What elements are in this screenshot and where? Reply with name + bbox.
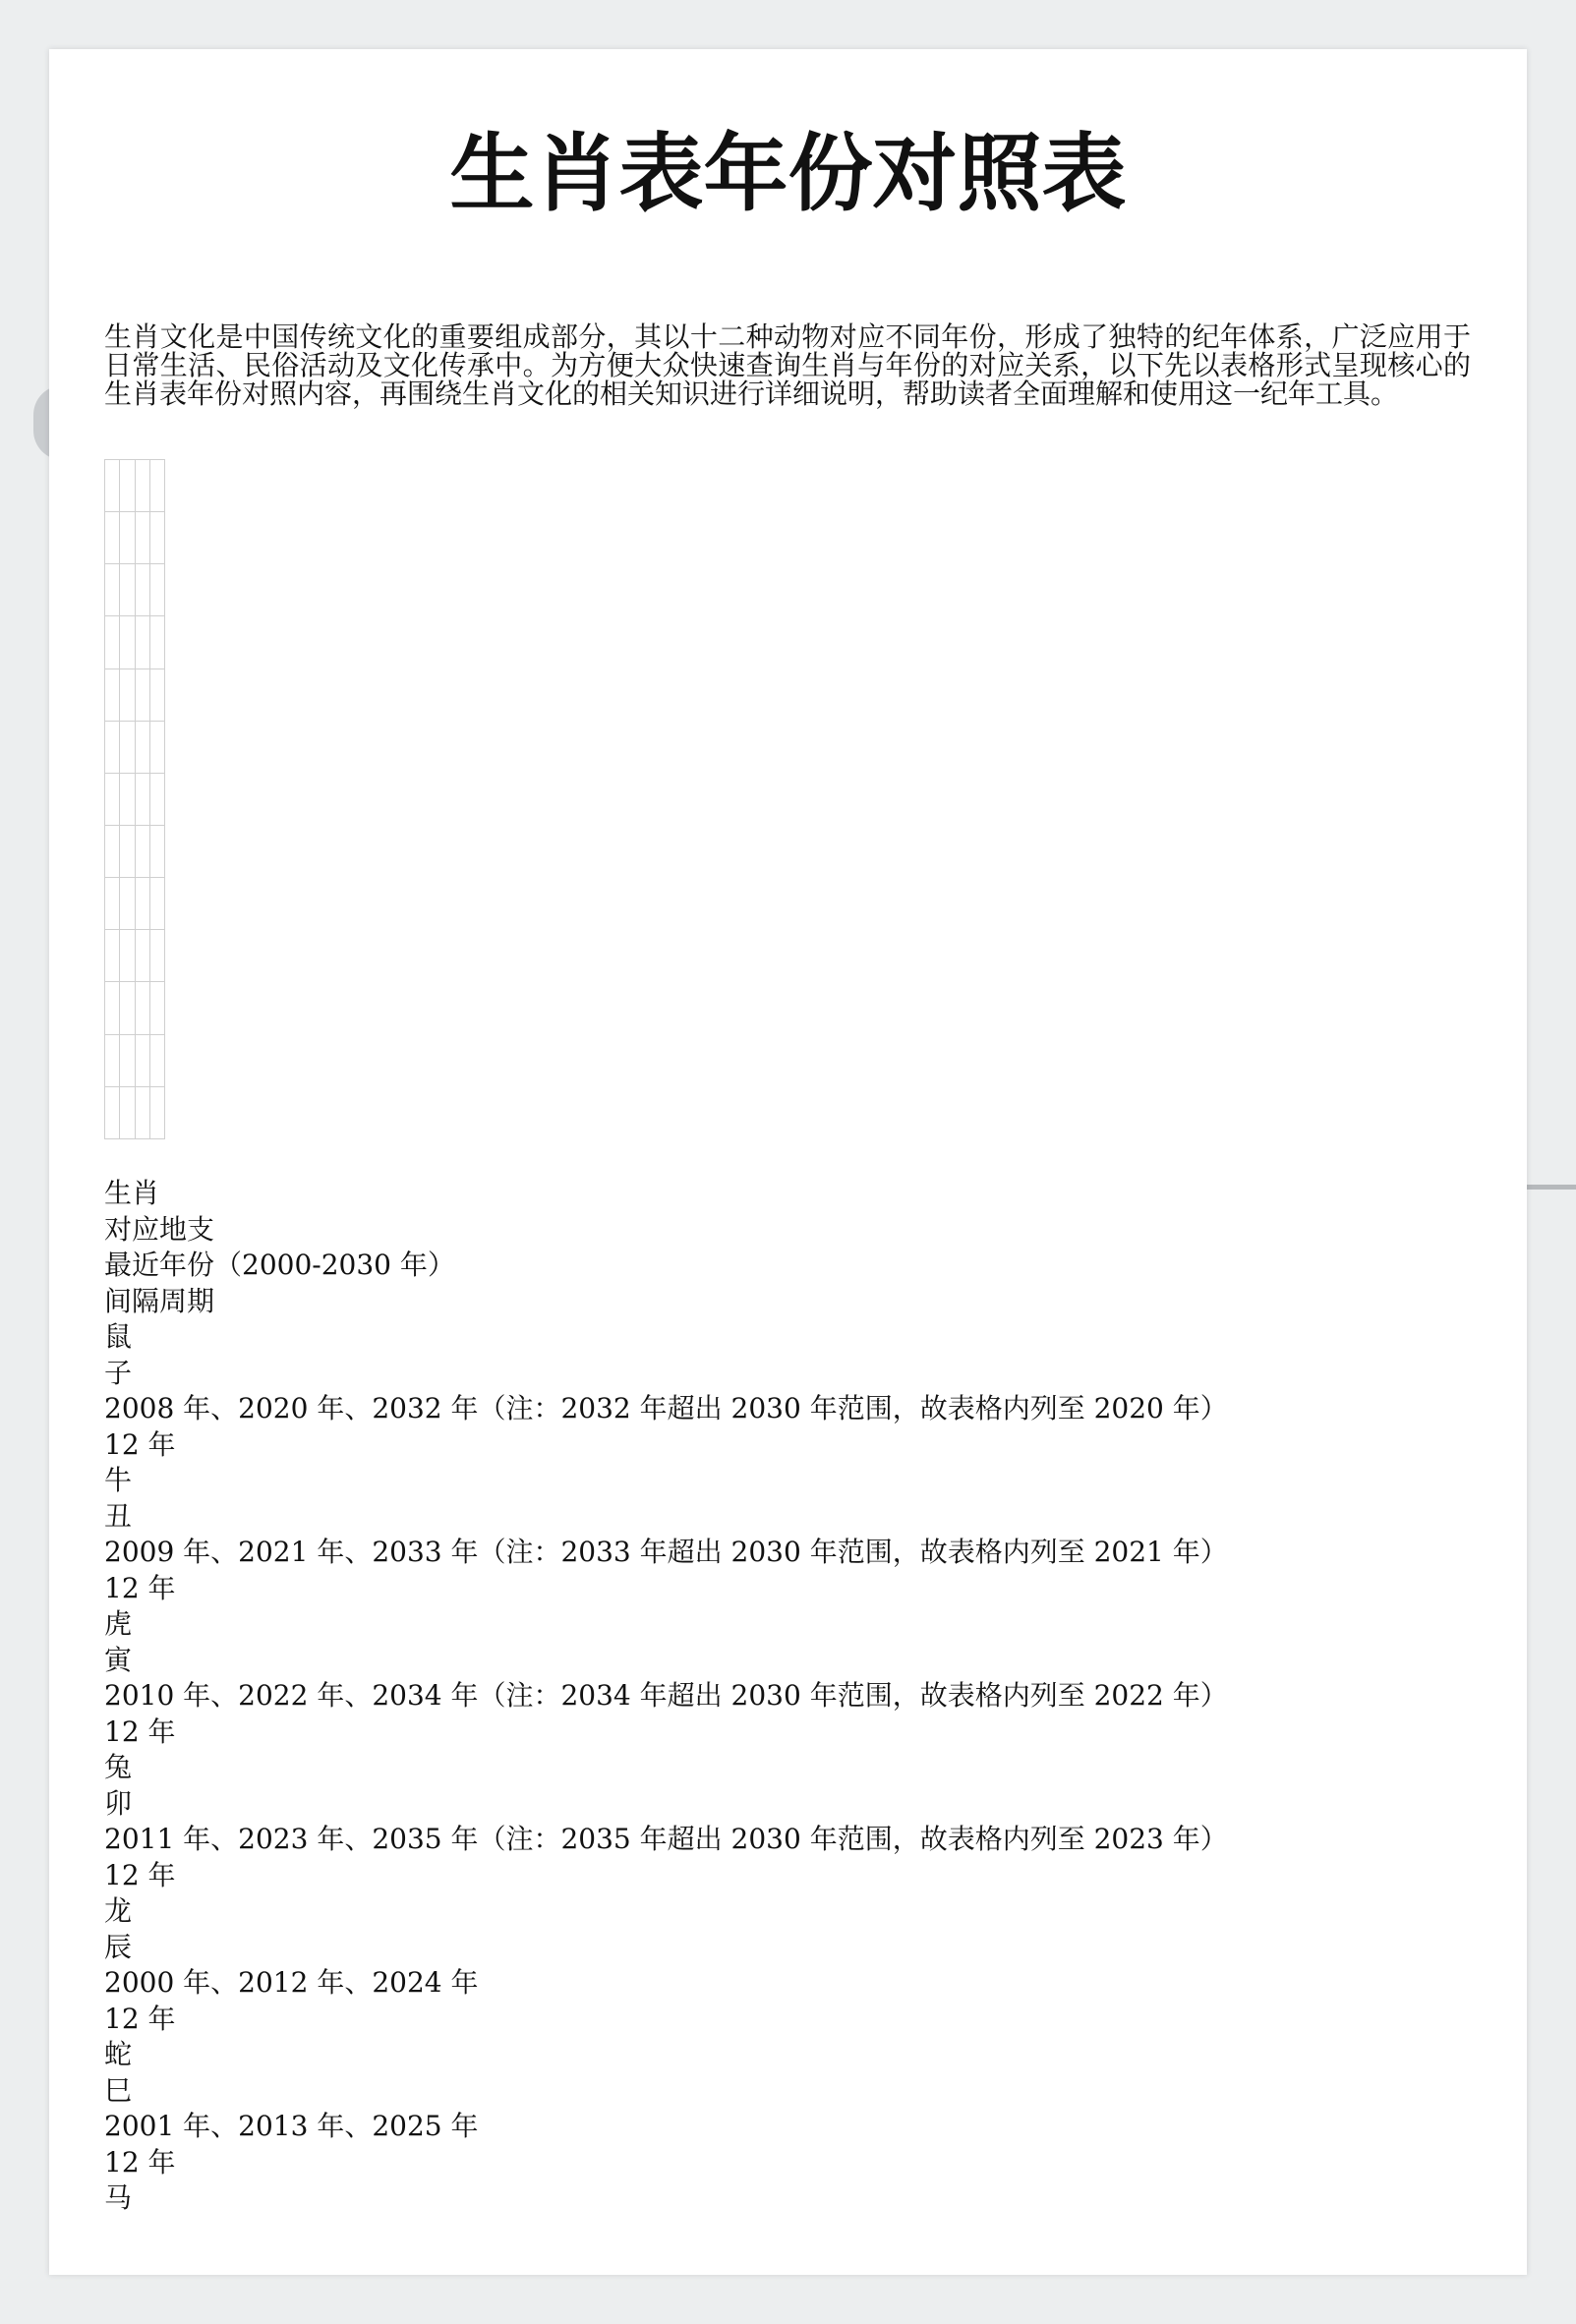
empty-table-cell bbox=[149, 930, 164, 982]
row-years: 2000 年、2012 年、2024 年 bbox=[104, 1966, 479, 1999]
empty-table-cell bbox=[135, 668, 149, 721]
header-recent-years: 最近年份（2000-2030 年） bbox=[104, 1249, 455, 1281]
empty-table-cell bbox=[149, 512, 164, 564]
empty-table-cell bbox=[135, 825, 149, 877]
empty-table-cell bbox=[149, 1034, 164, 1086]
empty-table-cell bbox=[135, 616, 149, 668]
empty-table-row bbox=[105, 721, 165, 773]
row-cycle: 12 年 bbox=[104, 1858, 176, 1891]
empty-table-cell bbox=[135, 773, 149, 825]
row-branch: 辰 bbox=[104, 1930, 133, 1963]
empty-table-cell bbox=[135, 512, 149, 564]
row-zodiac: 鼠 bbox=[104, 1320, 133, 1353]
empty-table-cell bbox=[105, 1034, 120, 1086]
empty-table-cell bbox=[105, 564, 120, 616]
row-years: 2010 年、2022 年、2034 年（注：2034 年超出 2030 年范围，故表格内列至 2022 年） bbox=[104, 1679, 1228, 1712]
row-zodiac: 兔 bbox=[104, 1751, 133, 1783]
empty-table-cell bbox=[149, 668, 164, 721]
empty-table-cell bbox=[105, 460, 120, 512]
background-divider bbox=[1527, 1185, 1576, 1190]
row-years: 2001 年、2013 年、2025 年 bbox=[104, 2110, 479, 2142]
row-years: 2009 年、2021 年、2033 年（注：2033 年超出 2030 年范围，故表格内列至 2021 年） bbox=[104, 1536, 1228, 1568]
empty-table-cell bbox=[135, 721, 149, 773]
empty-table-row bbox=[105, 460, 165, 512]
empty-table-cell bbox=[149, 982, 164, 1034]
table-text-flow bbox=[104, 1176, 1471, 2217]
empty-table-cell bbox=[135, 930, 149, 982]
intro-paragraph: 生肖文化是中国传统文化的重要组成部分，其以十二种动物对应不同年份，形成了独特的纪年体系，广泛应用于日常生活、民俗活动及文化传承中。为方便大众快速查询生肖与年份的对应关系，以下先以表格形式呈现核心的生肖表年份对照内容，再围绕生肖文化的相关知识进行详细说明，帮助读者全面理解和使用这一纪年工具。 bbox=[104, 320, 1471, 410]
row-zodiac: 龙 bbox=[104, 1894, 133, 1927]
empty-table-grid bbox=[104, 459, 165, 1139]
header-zodiac: 生肖 bbox=[104, 1177, 160, 1209]
empty-table-cell bbox=[105, 878, 120, 930]
empty-table-cell bbox=[120, 878, 135, 930]
empty-table-row bbox=[105, 668, 165, 721]
header-cycle: 间隔周期 bbox=[104, 1284, 215, 1317]
empty-table-cell bbox=[120, 1086, 135, 1138]
empty-table-cell bbox=[105, 721, 120, 773]
row-branch: 巳 bbox=[104, 2073, 133, 2107]
empty-table-cell bbox=[149, 878, 164, 930]
empty-table-cell bbox=[149, 460, 164, 512]
empty-table-row bbox=[105, 1086, 165, 1138]
empty-table-row bbox=[105, 564, 165, 616]
empty-table-cell bbox=[135, 1086, 149, 1138]
empty-table-cell bbox=[120, 930, 135, 982]
empty-table-cell bbox=[105, 930, 120, 982]
row-branch: 寅 bbox=[104, 1643, 133, 1676]
empty-table-cell bbox=[149, 564, 164, 616]
row-years: 2011 年、2023 年、2035 年（注：2035 年超出 2030 年范围，故表格内列至 2023 年） bbox=[104, 1823, 1228, 1855]
empty-table-cell bbox=[149, 721, 164, 773]
empty-table-row bbox=[105, 773, 165, 825]
empty-table-cell bbox=[135, 460, 149, 512]
header-branch: 对应地支 bbox=[104, 1212, 215, 1246]
empty-table-cell bbox=[120, 1034, 135, 1086]
row-zodiac: 虎 bbox=[104, 1607, 133, 1640]
page-title: 生肖表年份对照表 bbox=[449, 125, 1127, 223]
empty-table-cell bbox=[105, 512, 120, 564]
row-years: 2008 年、2020 年、2032 年（注：2032 年超出 2030 年范围，故表格内列至 2020 年） bbox=[104, 1392, 1228, 1424]
empty-table-cell bbox=[105, 668, 120, 721]
row-zodiac: 蛇 bbox=[104, 2038, 133, 2070]
empty-table-cell bbox=[105, 982, 120, 1034]
empty-table-cell bbox=[105, 616, 120, 668]
row-cycle: 12 年 bbox=[104, 1571, 176, 1604]
empty-table-cell bbox=[149, 825, 164, 877]
empty-table-row bbox=[105, 878, 165, 930]
empty-table-row bbox=[105, 930, 165, 982]
empty-table-cell bbox=[120, 564, 135, 616]
row-zodiac: 牛 bbox=[104, 1464, 133, 1496]
empty-table-row bbox=[105, 982, 165, 1034]
empty-table-cell bbox=[105, 1086, 120, 1138]
empty-table-cell bbox=[149, 1086, 164, 1138]
empty-table-row bbox=[105, 1034, 165, 1086]
row-branch: 子 bbox=[104, 1356, 133, 1389]
row-cycle: 12 年 bbox=[104, 1427, 176, 1461]
empty-table-cell bbox=[105, 773, 120, 825]
empty-table-cell bbox=[120, 668, 135, 721]
empty-table-cell bbox=[105, 825, 120, 877]
empty-table-cell bbox=[135, 1034, 149, 1086]
row-zodiac-trailing: 马 bbox=[104, 2181, 133, 2214]
row-cycle: 12 年 bbox=[104, 2002, 176, 2035]
empty-table-cell bbox=[120, 721, 135, 773]
empty-table-cell bbox=[149, 616, 164, 668]
empty-table-cell bbox=[120, 460, 135, 512]
empty-table-row bbox=[105, 512, 165, 564]
empty-table-cell bbox=[120, 825, 135, 877]
empty-table-cell bbox=[120, 616, 135, 668]
empty-table-row bbox=[105, 825, 165, 877]
row-branch: 丑 bbox=[104, 1499, 133, 1533]
empty-table-cell bbox=[120, 512, 135, 564]
empty-table-cell bbox=[120, 773, 135, 825]
row-cycle: 12 年 bbox=[104, 2145, 176, 2179]
empty-table-cell bbox=[120, 982, 135, 1034]
row-cycle: 12 年 bbox=[104, 1714, 176, 1748]
empty-table-cell bbox=[135, 564, 149, 616]
empty-table-cell bbox=[135, 878, 149, 930]
empty-table-row bbox=[105, 616, 165, 668]
empty-table-cell bbox=[135, 982, 149, 1034]
empty-table-cell bbox=[149, 773, 164, 825]
row-branch: 卯 bbox=[104, 1786, 133, 1820]
